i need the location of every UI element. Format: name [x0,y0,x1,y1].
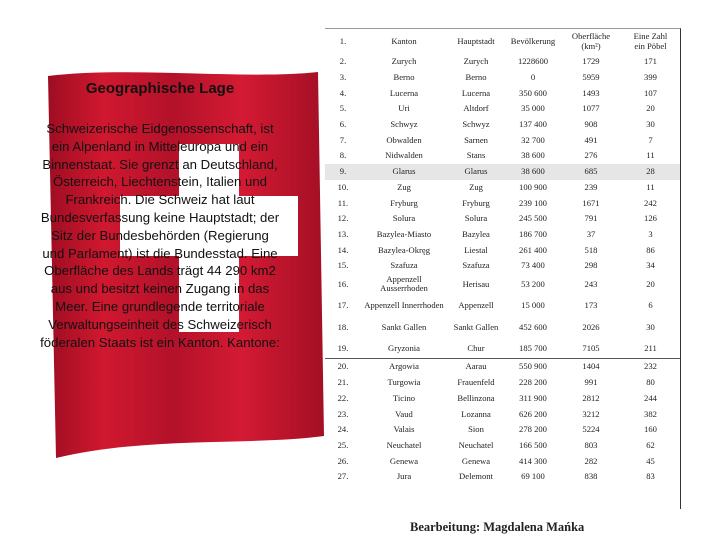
table-row [325,469,680,485]
table-cell: 186 700 [519,228,547,239]
table-cell: Neuchatel [458,439,494,450]
table-cell: Sankt Gallen [453,321,499,332]
table-cell: Berno [393,72,415,83]
table-row [325,438,680,454]
table-cell: 80 [646,377,655,388]
table-cell: 7. [339,134,347,145]
table-cell: 45 [646,455,655,466]
table-cell: Glarus [447,164,505,180]
table-cell: 126 [644,213,657,224]
table-cell: 11 [646,150,655,161]
table-cell: Zurych [463,56,489,67]
table-cell: 30 [646,119,655,130]
table-cell: Sankt Gallen [381,321,427,332]
table-row [325,195,680,211]
canton-table [325,28,680,485]
table-cell: 83 [646,471,655,482]
table-row [325,406,680,422]
table-cell: 10. [337,181,349,192]
table-cell: 6. [339,119,347,130]
table-cell: 21. [337,377,349,388]
table-cell: 20 [646,278,655,289]
table-cell: 171 [644,56,657,67]
table-cell: Altdorf [463,103,489,114]
table-cell: Sion [468,424,484,435]
table-row [325,101,680,117]
table-row [325,338,680,359]
table-cell: Liestal [464,244,488,255]
table-cell: 3212 [582,408,600,419]
table-header-cell: Hauptstadt [457,36,495,46]
table-row [325,180,680,196]
table-cell: Bazylea [462,228,490,239]
table-row [325,117,680,133]
table-cell: 452 600 [519,321,547,332]
table-cell: Fryburg [462,197,490,208]
table-cell: Zug [397,181,411,192]
table-cell: 35 000 [521,103,545,114]
table-row [325,242,680,258]
table-cell: 24. [337,424,349,435]
table-cell: 242 [644,197,657,208]
table-cell: 518 [584,244,598,255]
table-cell: Glarus [361,164,447,180]
table-cell: 685 [561,164,621,180]
table-row [325,132,680,148]
table-cell: 107 [644,87,657,98]
table-cell: Argowia [361,359,447,375]
slide-body-text: Schweizerische Eidgenossenschaft, ist ein Alpenland in Mitteleuropa und ein Binnenstaat. Sie grenzt an Deutschland, Österreich, Liechtenstein, Italien und Frankreich. Die Schweiz hat laut Bundesverfassung keine Hauptstadt; der Sitz der Bundesbehörden (Regierung und Parlament) ist die Bundesstad. Eine Oberfläche des Lands trägt 44 290 km2 aus und besitzt keinen Zugang in das Meer. Eine grundlegende territoriale Verwaltungseinheit des Schweizerisch föderalen Staats ist ein Kanton. Kantone: [40,121,280,350]
table-cell: 62 [646,439,655,450]
table-cell: 23. [337,408,349,419]
table-cell: 37 [586,228,596,239]
table-cell: 5959 [582,72,600,83]
table-cell: Stans [466,150,486,161]
table-cell: 244 [644,392,657,403]
table-cell: 16. [337,278,349,289]
table-cell: 382 [644,408,657,419]
table-cell: 18. [337,321,349,332]
table-cell: 239 [584,181,598,192]
table-cell: Ticino [392,392,416,403]
table-cell: Fryburg [390,197,418,208]
table-cell: 185 700 [519,342,547,353]
table-cell: 38 600 [521,150,545,161]
table-cell: Appenzell Innerrhoden [364,300,444,311]
table-cell: Berno [465,72,487,83]
table-cell: Schwyz [462,119,490,130]
table-cell: Lucerna [461,87,491,98]
table-cell: 6 [648,300,653,311]
table-cell: 1077 [582,103,600,114]
table-cell: 26. [337,455,349,466]
author-caption: Bearbeitung: Magdalena Mańka [410,520,585,534]
table-cell: 626 200 [519,408,547,419]
table-row [325,274,680,296]
table-cell: 30 [646,321,655,332]
table-cell: Delemont [459,471,493,482]
table-cell: 1729 [582,56,600,67]
table-cell: Zug [469,181,483,192]
table-row [325,295,680,317]
table-cell: 239 100 [519,197,547,208]
table-row [325,375,680,391]
table-cell: 7105 [582,342,600,353]
table-cell: Appenzell [458,300,494,311]
table-cell: Zurych [391,56,417,67]
table-cell: 908 [584,119,598,130]
table-header-cell: Bevölkerung [510,36,556,46]
table-cell: 19. [337,342,349,353]
table-cell: 803 [584,439,598,450]
table-cell: 414 300 [519,455,547,466]
table-cell: 399 [644,72,657,83]
table-row [325,70,680,86]
table-row [325,85,680,101]
table-cell: Lucerna [389,87,419,98]
table-cell: 38 600 [505,164,561,180]
table-row [325,258,680,274]
table-cell: 4. [339,87,347,98]
table-cell: 5224 [582,424,600,435]
table-cell: Bazylea-Miasto [376,228,432,239]
table-cell: Szafuza [462,260,490,271]
table-cell: 160 [644,424,657,435]
table-row [325,453,680,469]
table-cell: 991 [584,377,598,388]
table-cell: Solura [392,213,416,224]
table-row [325,422,680,438]
table-cell: 69 100 [521,471,545,482]
table-cell: 3 [648,228,653,239]
table-cell: 7 [648,134,653,145]
table-cell: 8. [339,150,347,161]
table-cell: 1404 [561,359,621,375]
table-cell: 15. [337,260,349,271]
table-cell: 228 200 [519,377,547,388]
table-cell: 2026 [582,321,600,332]
table-cell: 28 [621,164,680,180]
table-row [325,54,680,70]
table-cell: Aarau [447,359,505,375]
table-cell: 1228600 [517,56,549,67]
table-row [325,391,680,407]
table-row [325,317,680,339]
table-cell: 276 [584,150,598,161]
table-cell: 5. [339,103,347,114]
table-cell: Solura [464,213,488,224]
table-cell: 838 [584,471,598,482]
table-cell: 3. [339,72,347,83]
table-cell: Szafuza [390,260,418,271]
table-cell: Gryzonia [388,342,420,353]
table-cell: 245 500 [519,213,547,224]
table-cell: 0 [530,72,536,83]
table-cell: 491 [584,134,598,145]
table-cell: 173 [584,300,598,311]
table-cell: Lozanna [461,408,491,419]
table-cell: Sarnen [464,134,488,145]
table-cell: Chur [467,342,485,353]
table-cell: 791 [584,213,598,224]
table-cell: 17. [337,300,349,311]
table-cell: Frauenfeld [457,377,495,388]
table-cell: 2. [339,56,347,67]
table-cell: 73 400 [521,260,545,271]
table-cell: 1671 [582,197,600,208]
table-header-cell: Eine Zahl ein Pöbel [633,31,668,51]
table-cell: 86 [646,244,655,255]
table-cell: 20 [646,103,655,114]
table-header-cell: Oberfläche (km²) [571,31,611,51]
table-cell: Neuchatel [386,439,422,450]
table-cell: 100 900 [519,181,547,192]
table-header-cell: Kanton [391,36,417,46]
table-cell: Uri [398,103,410,114]
table-cell: 32 700 [521,134,545,145]
table-row [325,359,680,375]
table-cell: Nidwalden [385,150,423,161]
table-row [325,164,680,180]
table-cell: Vaud [395,408,413,419]
table-cell: 9. [325,164,361,180]
table-cell: 11. [337,197,349,208]
table-cell: 22. [337,392,349,403]
table-cell: Turgowia [387,377,421,388]
table-cell: 232 [621,359,680,375]
table-cell: 25. [337,439,349,450]
table-cell: 15 000 [521,300,545,311]
table-cell: Genewa [461,455,491,466]
table-row [325,148,680,164]
table-cell: 14. [337,244,349,255]
table-cell: Bellinzona [457,392,495,403]
table-cell: Bazylea-Okręg [377,244,430,255]
slide-title: Geographische Lage [85,80,235,97]
table-cell: 11 [646,181,655,192]
table-cell: Schwyz [390,119,418,130]
table-cell: 34 [646,260,655,271]
table-row [325,227,680,243]
table-cell: Jura [396,471,412,482]
table-cell: 350 600 [519,87,547,98]
table-cell: 27. [337,471,349,482]
table-cell: Obwalden [386,134,422,145]
table-cell: 282 [584,455,598,466]
table-cell: 137 400 [519,119,547,130]
table-cell: 550 900 [505,359,561,375]
table-cell: Herisau [462,278,490,289]
table-cell: 20. [325,359,361,375]
table-cell: 243 [584,278,598,289]
table-cell: 278 200 [519,424,547,435]
table-cell: 298 [584,260,598,271]
table-cell: 53 200 [521,278,545,289]
table-cell: 12. [337,213,349,224]
table-row [325,211,680,227]
table-cell: 2812 [582,392,600,403]
table-cell: 261 400 [519,244,547,255]
table-cell: 311 900 [519,392,547,403]
table-cell: Appenzell Ausserrhoden [380,274,428,294]
table-cell: 166 500 [519,439,547,450]
table-cell: 13. [337,228,349,239]
table-cell: Valais [393,424,415,435]
table-cell: 211 [644,342,657,353]
table-header-row [325,28,680,54]
table-header-cell: 1. [339,36,347,46]
table-cell: Genewa [389,455,419,466]
table-cell: 1493 [582,87,600,98]
